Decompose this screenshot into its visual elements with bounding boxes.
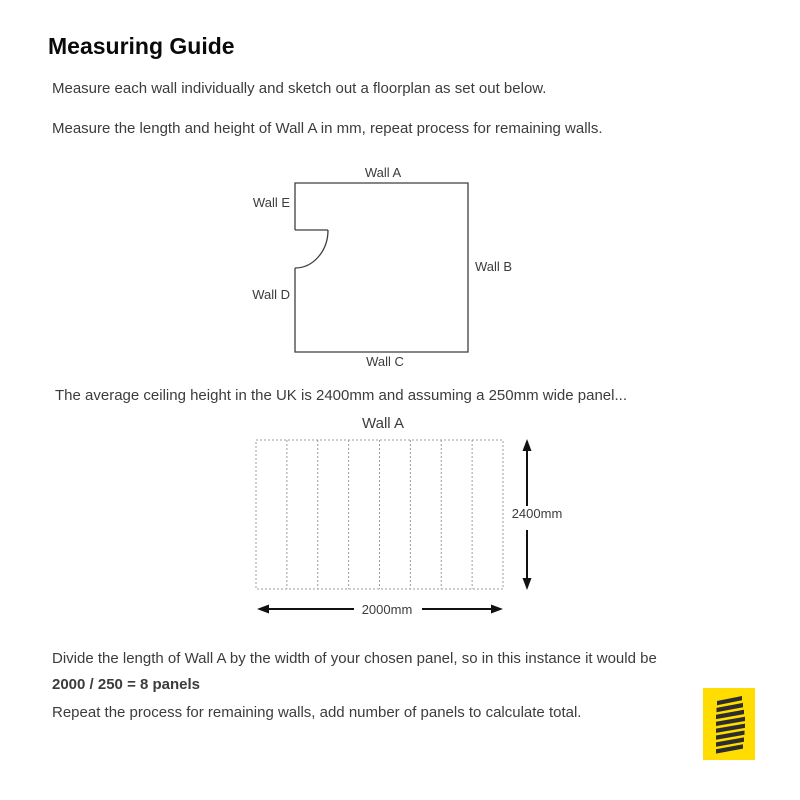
wall-c-label: Wall C [366, 354, 404, 369]
wall-a-label: Wall A [364, 165, 402, 180]
height-dimension-label: 2400mm [511, 506, 563, 521]
page-title: Measuring Guide [48, 33, 235, 59]
panel-diagram [240, 410, 580, 622]
stacked-panels-logo-icon [703, 688, 755, 760]
panel-dividers [287, 440, 472, 589]
room-outline [295, 183, 468, 352]
panel-diagram-title: Wall A [362, 415, 404, 432]
wall-e-label: Wall E [252, 195, 290, 210]
intro-text-2: Measure the length and height of Wall A in mm, repeat process for remaining walls. [52, 120, 603, 137]
arrow-down-icon [523, 578, 532, 590]
wall-d-label: Wall D [252, 287, 290, 302]
divide-note: Divide the length of Wall A by the width of your chosen panel, so in this instance it would be [52, 650, 657, 667]
intro-text-1: Measure each wall individually and sketch out a floorplan as set out below. [52, 80, 547, 97]
door-swing-arc [295, 230, 328, 268]
ceiling-note: The average ceiling height in the UK is 2400mm and assuming a 250mm wide panel... [55, 387, 627, 404]
wall-b-label: Wall B [475, 259, 513, 274]
repeat-note: Repeat the process for remaining walls, add number of panels to calculate total. [52, 704, 582, 721]
arrow-right-icon [491, 605, 503, 614]
arrow-left-icon [257, 605, 269, 614]
panel-wall-outline [256, 440, 503, 589]
arrow-up-icon [523, 439, 532, 451]
formula-text: 2000 / 250 = 8 panels [52, 676, 201, 693]
floorplan-diagram [240, 160, 530, 375]
length-dimension-label: 2000mm [361, 602, 413, 617]
